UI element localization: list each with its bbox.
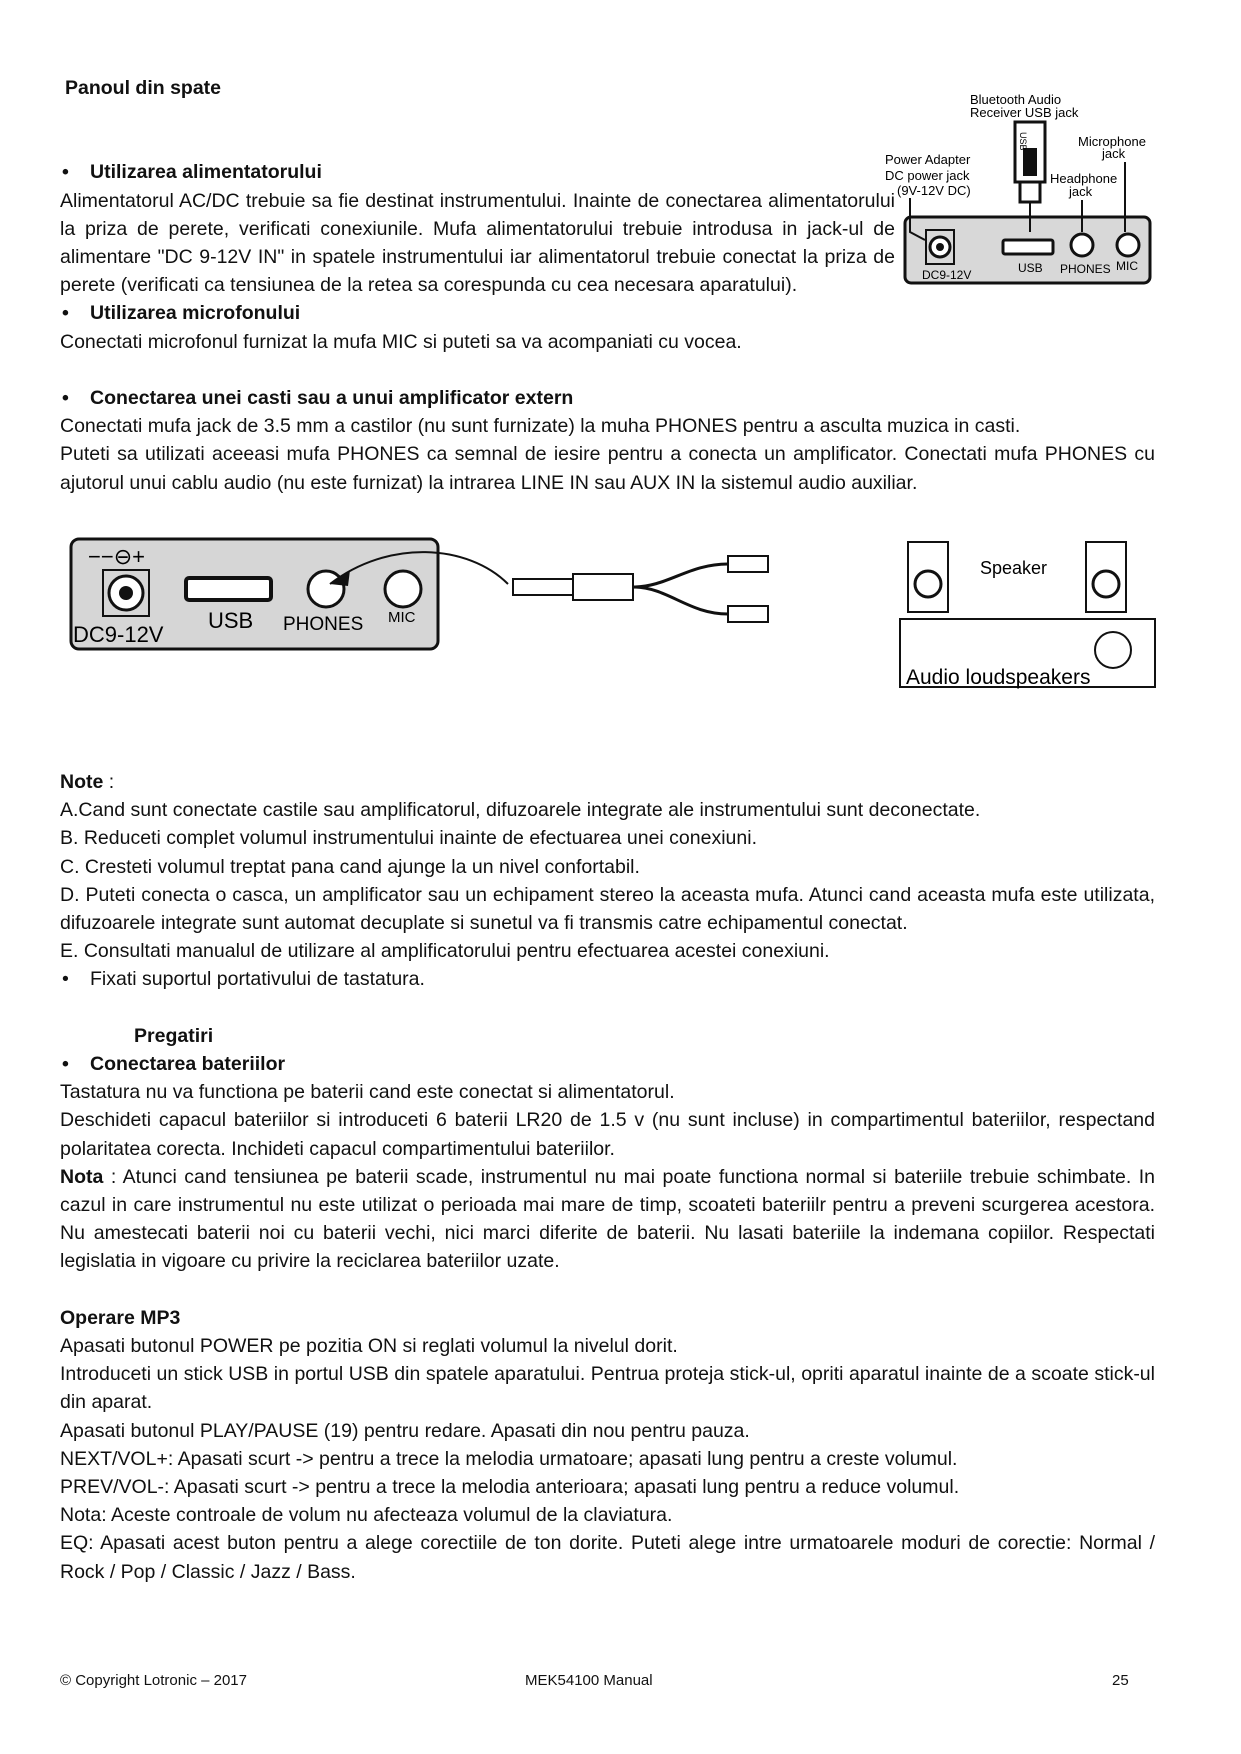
label-headphone: Headphone (1050, 171, 1118, 186)
usb-stick-label: USB (1018, 132, 1028, 151)
paragraph: Tastatura nu va functiona pe baterii cand este conectat si alimentatorul. (60, 1081, 675, 1104)
label-usb: USB (208, 608, 254, 633)
rear-panel-diagram (870, 92, 1170, 292)
note-section (60, 768, 1155, 1586)
paragraph-amplifier: Puteti sa utilizati aceeasi mufa PHONES ca semnal de iesire pentru a conecta un amplificator. Conectati mufa PHONES cu ajutorul unui cablu audio (nu este furnizat) la intrarea LINE IN sau AUX IN la sistemul audio auxiliar. (60, 443, 1155, 494)
label-mic-port: MIC (1116, 259, 1138, 273)
label-mic: MIC (388, 609, 416, 626)
polarity-icon: −−⊖+ (88, 544, 145, 569)
label-mic: Microphone (1078, 134, 1146, 149)
mp3-line: Apasati butonul PLAY/PAUSE (19) pentru redare. Apasati din nou pentru pauza. (60, 1419, 750, 1442)
label-phones: PHONES (1060, 262, 1111, 276)
nota-label: Nota (60, 1165, 104, 1188)
paragraph-power: Alimentatorul AC/DC trebuie sa fie destinat instrumentului. Inainte de conectarea alimentatorului la priza de perete, verificati conexiunile. Mufa alimentatorului trebuie introdusa in jack-ul de alimentare "DC 9-12V IN" in spatele instrumentului iar alimentatorul trebuie conectat la priza de perete (verificati ca tensiunea de la retea sa corespunda cu cea necesara aparatului). (60, 189, 895, 297)
note-item: A.Cand sunt conectate castile sau amplificatorul, difuzoarele integrate ale instrumentului sunt deconectate. (60, 799, 981, 822)
label-bluetooth: Bluetooth Audio (970, 92, 1062, 107)
label-mic-2: jack (1102, 146, 1126, 161)
label-dc: DC9-12V (922, 268, 972, 282)
label-bluetooth-2: Receiver USB jack (970, 105, 1079, 120)
mp3-line: NEXT/VOL+: Apasati scurt -> pentru a trece la melodia urmatoare; apasati lung pentru a creste volumul. (60, 1447, 958, 1470)
label-headphone-2: jack (1069, 184, 1093, 199)
note-bullet: • Fixati suportul portativului de tastatura. (60, 965, 1155, 993)
heading-power: • Utilizarea alimentatorului (60, 158, 895, 186)
mp3-line: Apasati butonul POWER pe pozitia ON si reglati volumul la nivelul dorit. (60, 1335, 678, 1358)
mp3-line: PREV/VOL-: Apasati scurt -> pentru a trece la melodia anterioara; apasati lung pentru a reduce volumul. (60, 1476, 960, 1499)
paragraph-mic: Conectati microfonul furnizat la mufa MIC si puteti sa va acompaniati cu vocea. (60, 330, 742, 353)
label-power-2: DC power jack (885, 168, 970, 183)
label-power: Power Adapter (885, 152, 971, 167)
note-label: Note (60, 771, 104, 793)
heading-batteries: • Conectarea bateriilor (60, 1050, 1155, 1078)
footer-manual: MEK54100 Manual (525, 1672, 653, 1689)
page-number: 25 (1112, 1672, 1129, 1689)
heading-headphones: • Conectarea unei casti sau a unui amplificator extern (60, 384, 1155, 412)
connection-diagram (68, 534, 1158, 704)
label-usb: USB (1018, 261, 1043, 275)
footer-copyright: © Copyright Lotronic – 2017 (60, 1672, 247, 1689)
mp3-line: EQ: Apasati acest buton pentru a alege corectiile de ton dorite. Puteti alege intre urmatoarele moduri de corectie: Normal / Rock / Pop / Classic / Jazz / Bass. (60, 1532, 1155, 1583)
label-audio-loudspeakers: Audio loudspeakers (906, 666, 1091, 689)
note-item: E. Consultati manualul de utilizare al amplificatorului pentru efectuarea acestei conexiuni. (60, 940, 830, 963)
paragraph: Deschideti capacul bateriilor si introduceti 6 baterii LR20 de 1.5 v (nu sunt incluse) in compartimentul bateriilor, respectand polaritatea corecta. Inchideti capacul compartimentului bateriilor. (60, 1109, 1155, 1160)
paragraph: : Atunci cand tensiunea pe baterii scade, instrumentul nu mai poate functiona normal si bateriile trebuie schimbate. In cazul in care instrumentul nu este utilizat o perioada mai mare de timp, scoateti bateriilr pentru a preveni scurgerea acestora. Nu amestecati baterii noi cu baterii vechi, nici marci diferite de baterii. Nu lasati bateriile la indemana copiilor. Respectati legislatia in vigoare cu privire la reciclarea bateriilor uzate. (60, 1165, 1155, 1273)
note-colon: : (103, 771, 115, 793)
note-item: B. Reduceti complet volumul instrumentului inainte de efectuarea unei conexiuni. (60, 827, 757, 850)
mp3-line: Introduceti un stick USB in portul USB din spatele aparatului. Pentrua proteja stick-ul, opriti aparatul inainte de a scoate stick-ul din aparat. (60, 1363, 1155, 1414)
label-power-3: (9V-12V DC) (897, 183, 971, 198)
paragraph-headphones: Conectati mufa jack de 3.5 mm a castilor (nu sunt furnizate) la muha PHONES pentru a asculta muzica in casti. (60, 415, 1021, 438)
label-dc: DC9-12V (73, 622, 164, 647)
label-phones: PHONES (283, 614, 364, 635)
mp3-title: Operare MP3 (60, 1306, 181, 1329)
label-speaker: Speaker (980, 558, 1048, 578)
heading-mic: • Utilizarea microfonului (60, 299, 1155, 327)
mp3-line: Nota: Aceste controale de volum nu afecteaza volumul de la claviatura. (60, 1504, 673, 1527)
prep-title: Pregatiri (134, 1024, 214, 1047)
note-item: D. Puteti conecta o casca, un amplificator sau un echipament stereo la aceasta mufa. Atunci cand aceasta mufa este utilizata, difuzoarele integrate sunt automat decuplate si sunetul va fi transmis catre echipamentul conectat. (60, 883, 1155, 935)
section-title: Panoul din spate (65, 77, 222, 99)
note-item: C. Cresteti volumul treptat pana cand ajunge la un nivel confortabil. (60, 855, 640, 878)
